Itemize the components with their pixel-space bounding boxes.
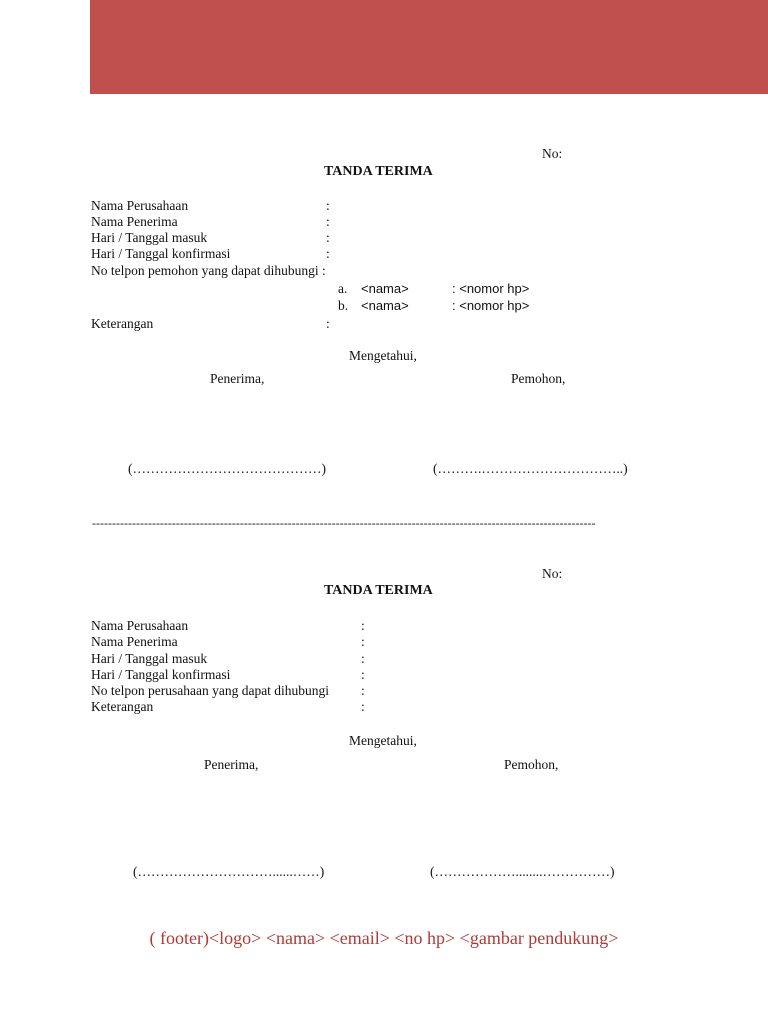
form-title: TANDA TERIMA xyxy=(324,583,433,598)
contact-a-marker: a. xyxy=(338,281,348,296)
recipient-signature-line: (…………………………......……) xyxy=(133,864,325,879)
contact-a-phone: : <nomor hp> xyxy=(452,281,530,296)
field-applicant-phone: No telpon pemohon yang dapat dihubungi : xyxy=(91,263,326,278)
field-colon: : xyxy=(326,230,330,245)
field-colon: : xyxy=(361,667,365,682)
contact-b-phone: : <nomor hp> xyxy=(452,298,530,313)
field-date-in: Hari / Tanggal masuk xyxy=(91,651,208,666)
contact-b-marker: b. xyxy=(338,298,349,313)
applicant-signature-line: (……….…………………………..) xyxy=(433,461,628,476)
field-company-phone: No telpon perusahaan yang dapat dihubungi xyxy=(91,683,330,698)
field-date-confirm: Hari / Tanggal konfirmasi xyxy=(91,246,231,261)
applicant-signature-label: Pemohon, xyxy=(511,371,566,386)
field-colon: : xyxy=(326,214,330,229)
acknowledged-label: Mengetahui, xyxy=(349,733,417,748)
acknowledged-label: Mengetahui, xyxy=(349,348,417,363)
field-recipient-name: Nama Penerima xyxy=(91,214,178,229)
field-company-name: Nama Perusahaan xyxy=(91,618,189,633)
field-colon: : xyxy=(361,699,365,714)
field-colon: : xyxy=(361,634,365,649)
field-notes: Keterangan xyxy=(91,316,154,331)
field-colon: : xyxy=(326,316,330,331)
field-date-in: Hari / Tanggal masuk xyxy=(91,230,208,245)
field-recipient-name: Nama Penerima xyxy=(91,634,178,649)
footer-placeholder-text: ( footer)<logo> <nama> <email> <no hp> <gambar pendukung> xyxy=(149,928,619,948)
field-notes: Keterangan xyxy=(91,699,154,714)
applicant-signature-line: (………………........……………) xyxy=(430,864,615,879)
field-date-confirm: Hari / Tanggal konfirmasi xyxy=(91,667,231,682)
recipient-signature-line: (……………………………………) xyxy=(128,461,326,476)
header-bar xyxy=(90,0,768,94)
cut-line-separator: ------------------------------------------------------------------------------------------------------------------------------ xyxy=(92,516,596,530)
field-colon: : xyxy=(361,683,365,698)
recipient-signature-label: Penerima, xyxy=(210,371,265,386)
contact-a-name: <nama> xyxy=(361,281,409,296)
number-label: No: xyxy=(542,566,563,581)
number-label: No: xyxy=(542,146,563,161)
applicant-signature-label: Pemohon, xyxy=(504,757,559,772)
form-title: TANDA TERIMA xyxy=(324,164,433,179)
field-colon: : xyxy=(361,651,365,666)
field-colon: : xyxy=(326,198,330,213)
recipient-signature-label: Penerima, xyxy=(204,757,259,772)
field-colon: : xyxy=(326,246,330,261)
field-colon: : xyxy=(361,618,365,633)
contact-b-name: <nama> xyxy=(361,298,409,313)
field-company-name: Nama Perusahaan xyxy=(91,198,189,213)
